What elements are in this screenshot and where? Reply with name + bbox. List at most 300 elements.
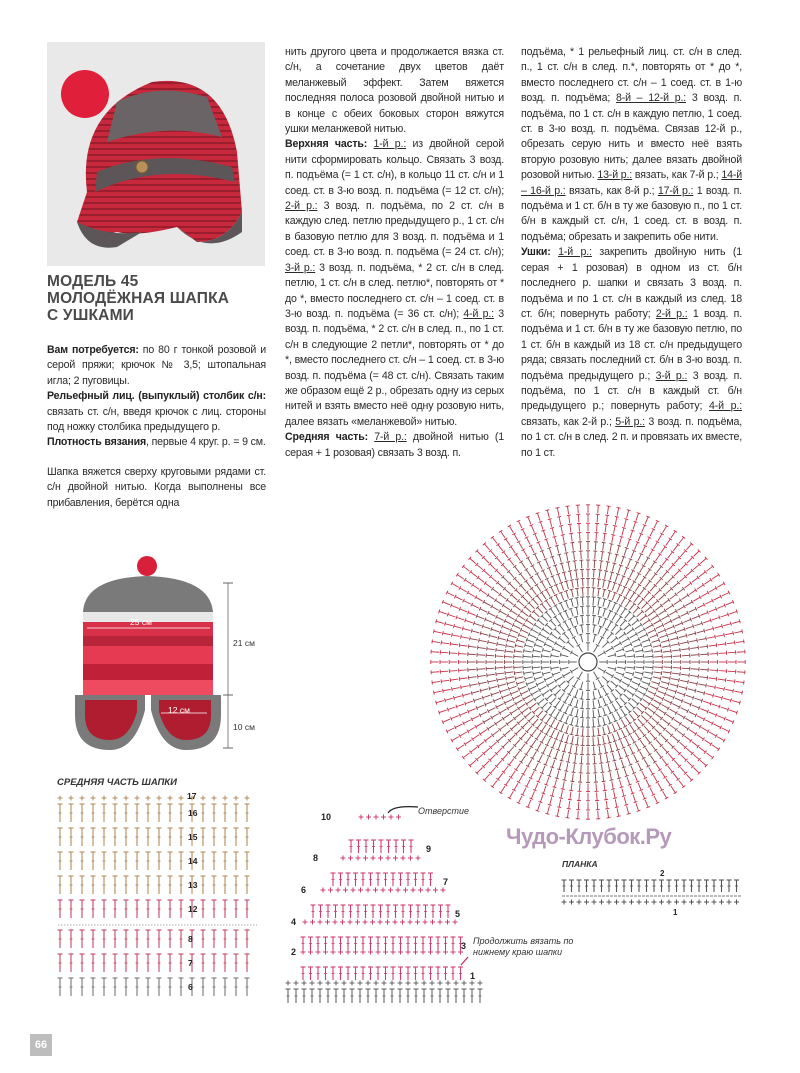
stitch-mark [478, 578, 484, 583]
stitch-mark [530, 703, 536, 708]
stitch-mark [670, 638, 678, 640]
stitch-mark [621, 609, 626, 616]
page-number: 66 [30, 1034, 52, 1056]
stitch-mark [481, 689, 489, 691]
stitch-mark [527, 592, 532, 598]
stitch-mark [604, 524, 608, 525]
model-title [47, 273, 277, 324]
stitch-mark [527, 620, 534, 625]
stitch-mark [523, 788, 527, 795]
stitch-mark [451, 633, 452, 637]
stitch-mark [568, 676, 574, 682]
stitch-mark [598, 811, 599, 819]
stitch-mark [447, 728, 454, 732]
stitch-mark [673, 773, 678, 779]
stitch-mark [561, 535, 565, 536]
stitch-mark [500, 689, 508, 692]
stitch-mark [434, 691, 442, 693]
stitch-mark [698, 675, 699, 679]
text-run: 1 возд. п. подъёма и 1 ст. б/н в ту же базовую петлю, по 1 ст. б/н в каждый из 18 ст. с/н предыдущего ряда; связать последний ст. б/н в 3-ю возд. п. подъёма предыдущего р.; [521, 307, 742, 382]
stitch-mark [570, 571, 572, 579]
stitch-mark [563, 648, 570, 652]
stitch-mark [608, 655, 616, 657]
stitch-mark [652, 601, 658, 606]
stitch-mark [700, 709, 707, 712]
stitch-mark [603, 708, 605, 716]
stitch-mark [617, 655, 625, 656]
stitch-mark [576, 570, 577, 578]
stitch-mark [565, 621, 569, 628]
stitch-mark [540, 686, 547, 690]
stitch-mark [703, 620, 711, 623]
stitch-mark [571, 727, 573, 735]
stitch-mark [664, 700, 671, 704]
stitch-mark [582, 728, 583, 736]
stitch-mark [603, 688, 607, 695]
stitch-mark [533, 719, 538, 725]
paragraph [521, 245, 742, 461]
stitch-mark [494, 623, 501, 626]
stitch-mark [668, 766, 673, 772]
stitch-mark [580, 533, 581, 541]
stitch-mark [521, 585, 526, 591]
stitch-mark [612, 734, 615, 742]
stitch-mark [622, 527, 626, 528]
stitch-mark [431, 672, 439, 673]
stitch-mark [687, 761, 693, 767]
stitch-mark [619, 565, 623, 566]
stitch-mark [488, 613, 495, 617]
stitch-mark [615, 554, 619, 555]
stitch-mark [617, 722, 620, 729]
stitch-mark [640, 623, 642, 626]
stitch-mark [496, 570, 502, 576]
stitch-mark [480, 712, 487, 716]
stitch-mark [555, 751, 558, 759]
row-number: 17 [187, 792, 197, 801]
stitch-mark [526, 748, 530, 755]
stitch-mark [560, 653, 561, 657]
stitch-mark [597, 726, 601, 727]
stitch-mark [559, 741, 563, 742]
stitch-mark [577, 598, 578, 606]
stitch-mark [717, 716, 724, 719]
stitch-mark [693, 597, 700, 601]
stitch-mark [521, 755, 525, 762]
stitch-mark [526, 638, 527, 642]
stitch-mark [697, 631, 705, 633]
stitch-mark [564, 771, 568, 772]
stitch-mark [497, 642, 498, 646]
stitch-mark [706, 566, 712, 571]
title-line: С УШКАМИ [47, 307, 135, 324]
stitch-mark [662, 559, 667, 565]
stitch-mark [644, 651, 652, 652]
stitch-mark [568, 642, 574, 648]
stitch-mark [479, 682, 487, 684]
stitch-mark [500, 611, 507, 615]
stitch-mark [515, 643, 516, 647]
stitch-mark [482, 624, 483, 628]
row-label: 7-й р.: [374, 431, 407, 444]
stitch-mark [508, 616, 515, 620]
stitch-mark [621, 709, 626, 716]
stitch-mark [477, 754, 483, 759]
stitch-mark [613, 525, 617, 526]
row-number: 13 [188, 880, 198, 890]
stitch-mark [561, 724, 564, 731]
stitch-mark [726, 602, 733, 605]
stitch-mark [484, 748, 490, 753]
stitch-mark [640, 566, 644, 573]
stitch-mark [680, 648, 681, 652]
stitch-mark [484, 570, 490, 575]
stitch-mark [509, 747, 514, 753]
stitch-mark [608, 735, 610, 743]
stitch-mark [615, 769, 619, 770]
stitch-mark [698, 639, 706, 641]
stitch-mark [497, 679, 505, 681]
stitch-mark [643, 620, 650, 625]
stitch-mark [671, 644, 679, 646]
stitch-mark [569, 629, 573, 636]
stitch-mark [468, 593, 475, 597]
stitch-mark [624, 797, 626, 805]
stitch-mark [533, 648, 534, 652]
stitch-mark [525, 677, 533, 679]
stitch-mark [625, 706, 630, 712]
stitch-mark [744, 639, 745, 643]
stitch-mark [617, 546, 619, 554]
stitch-mark [538, 542, 541, 549]
stitch-mark [635, 585, 639, 592]
stitch-mark [666, 539, 670, 546]
stitch-mark [603, 698, 606, 705]
stitch-mark [612, 583, 615, 591]
stitch-mark [670, 644, 671, 648]
stitch-mark [469, 677, 477, 678]
stitch-mark [686, 570, 692, 575]
stitch-mark [580, 625, 584, 626]
stitch-mark [692, 578, 698, 583]
stitch-mark [594, 747, 595, 755]
stitch-mark [597, 588, 601, 589]
stitch-mark [539, 562, 543, 569]
stitch-mark [514, 671, 515, 675]
stitch-mark [625, 601, 630, 608]
stitch-mark [565, 706, 568, 713]
stitch-mark [598, 617, 600, 625]
stitch-mark [614, 526, 616, 534]
stitch-mark [601, 551, 605, 552]
stitch-mark [575, 588, 579, 589]
stitch-mark [542, 667, 550, 668]
stitch-mark [602, 642, 608, 648]
stitch-mark [553, 565, 557, 566]
stitch-mark [709, 712, 716, 715]
stitch-mark [564, 581, 568, 582]
stitch-mark [661, 671, 662, 675]
stitch-mark [634, 755, 638, 762]
stitch-mark [593, 699, 597, 700]
stitch-mark [594, 756, 595, 764]
stitch-mark [564, 600, 568, 601]
stitch-mark [556, 573, 560, 574]
stitch-mark [443, 689, 451, 691]
stitch-mark [723, 624, 731, 626]
stitch-mark [603, 543, 604, 551]
stitch-mark [653, 542, 657, 549]
stitch-mark [460, 678, 468, 679]
stitch-mark [519, 542, 523, 549]
row-number: 8 [188, 934, 193, 944]
stitch-mark [569, 724, 573, 725]
stitch-mark [532, 629, 539, 633]
stitch-mark [662, 571, 667, 577]
stitch-mark [715, 685, 716, 689]
stitch-mark [479, 682, 480, 686]
stitch-mark [710, 702, 711, 706]
row-number: 9 [426, 844, 432, 854]
stitch-mark [556, 732, 559, 739]
stitch-mark [635, 542, 638, 549]
stitch-mark [728, 708, 729, 712]
stitch-mark [686, 774, 691, 780]
stitch-mark [656, 578, 661, 584]
stitch-mark [612, 724, 615, 731]
stitch-mark [675, 630, 676, 634]
stitch-mark [457, 575, 464, 579]
stitch-mark [705, 720, 712, 724]
stitch-mark [536, 733, 540, 740]
stitch-mark [683, 701, 690, 704]
stitch-mark [575, 755, 576, 763]
stitch-mark [478, 675, 486, 676]
stitch-mark [576, 617, 578, 625]
stitch-mark [532, 729, 537, 735]
stitch-mark [483, 557, 489, 563]
stitch-mark [576, 607, 578, 615]
stitch-mark [660, 686, 668, 689]
stitch-mark [567, 808, 571, 809]
stitch-mark [723, 698, 731, 700]
stitch-mark [473, 735, 480, 739]
stitch-mark [707, 686, 715, 688]
stitch-mark [610, 544, 612, 552]
stitch-mark [602, 781, 606, 782]
stitch-mark [539, 802, 543, 803]
text-run: связать ст. с/н, введя крючок с лиц. стороны под ножку столбика предыдущего р. [47, 405, 266, 434]
stitch-mark [689, 647, 690, 651]
section-heading: Верхняя часть: [285, 138, 368, 151]
stitch-mark [684, 583, 690, 588]
stitch-mark [503, 753, 508, 759]
stitch-mark [551, 686, 557, 691]
stitch-mark [486, 655, 494, 656]
stitch-mark [462, 627, 463, 631]
stitch-mark [736, 711, 737, 715]
stitch-mark [689, 609, 696, 613]
stitch-mark [492, 780, 497, 786]
stitch-mark [650, 643, 651, 647]
stitch-mark [506, 778, 510, 785]
stitch-mark [608, 611, 611, 618]
stitch-mark [470, 760, 476, 765]
stitch-mark [692, 742, 698, 747]
stitch-mark [542, 766, 545, 773]
stitch-mark [527, 682, 535, 685]
stitch-mark [550, 796, 554, 797]
stitch-mark [535, 625, 542, 630]
stitch-mark [497, 617, 504, 621]
stitch-mark [535, 677, 543, 679]
stitch-mark [739, 701, 740, 705]
stitch-mark [602, 676, 608, 682]
stitch-mark [716, 677, 717, 681]
stitch-mark [605, 792, 606, 800]
stitch-mark [630, 686, 637, 690]
stitch-mark [644, 759, 648, 766]
stitch-mark [511, 610, 518, 614]
stitch-mark [605, 808, 609, 809]
stitch-mark [451, 605, 458, 608]
stitch-mark [578, 802, 579, 810]
stitch-mark [654, 590, 660, 596]
stitch-mark [617, 545, 621, 546]
stitch-mark [517, 640, 525, 642]
stitch-mark [682, 655, 690, 656]
stitch-mark [577, 588, 578, 596]
stitch-mark [553, 758, 557, 759]
stitch-mark [620, 620, 625, 626]
stitch-mark [563, 781, 565, 789]
stitch-mark [543, 786, 546, 794]
stitch-mark [559, 762, 561, 770]
stitch-mark [575, 597, 579, 598]
stitch-mark [593, 728, 594, 736]
stitch-mark [525, 607, 531, 612]
stitch-mark [559, 525, 563, 526]
stitch-mark [594, 569, 595, 577]
stitch-mark [566, 716, 569, 724]
stitch-mark [528, 800, 531, 807]
stitch-mark [471, 572, 477, 577]
stitch-mark [636, 656, 644, 657]
stitch-mark [616, 617, 621, 623]
stitch-mark [551, 698, 556, 704]
stitch-mark [536, 810, 540, 811]
stitch-mark [537, 574, 541, 581]
stitch-mark [624, 677, 631, 680]
stitch-mark [634, 722, 639, 728]
stitch-mark [436, 619, 437, 623]
stitch-mark [701, 621, 702, 625]
stitch-mark [705, 693, 713, 695]
stitch-mark [607, 696, 611, 703]
stitch-mark [522, 708, 528, 713]
stitch-mark [645, 607, 651, 612]
stitch-mark [513, 625, 520, 629]
stitch-mark [555, 617, 560, 623]
stitch-mark [649, 638, 650, 642]
stitch-mark [599, 570, 600, 578]
continue-label: Продолжить вязать по нижнему краю шапки [473, 936, 574, 957]
stitch-mark [600, 755, 601, 763]
stitch-mark [562, 751, 566, 752]
stitch-mark [640, 751, 644, 758]
stitch-mark [551, 620, 556, 626]
stitch-mark [551, 709, 556, 716]
stitch-mark [642, 546, 646, 553]
stitch-mark [624, 519, 626, 527]
stitch-mark [603, 599, 605, 607]
stitch-mark [592, 708, 596, 709]
stitch-mark [488, 642, 496, 644]
stitch-mark [659, 724, 665, 729]
stitch-mark [581, 551, 582, 559]
stitch-mark [542, 735, 546, 742]
stitch-mark [545, 559, 548, 566]
stitch-mark [663, 600, 669, 605]
stitch-mark [663, 672, 671, 673]
row-number: 15 [188, 832, 198, 842]
stitch-mark [553, 536, 557, 537]
stitch-mark [614, 677, 621, 681]
stitch-mark [652, 649, 653, 653]
stitch-mark [608, 590, 612, 591]
stitch-mark [660, 643, 661, 647]
stitch-mark [460, 645, 468, 646]
stitch-mark [536, 512, 540, 513]
stitch-mark [627, 777, 630, 785]
stitch-mark [683, 619, 690, 622]
stitch-mark [593, 606, 594, 614]
stitch-mark [542, 616, 548, 622]
stitch-mark [734, 631, 742, 633]
stitch-mark [668, 552, 673, 558]
stitch-mark [511, 709, 518, 713]
stitch-mark [551, 730, 555, 737]
stitch-mark [620, 787, 624, 788]
stitch-mark [544, 784, 548, 785]
text-run: из двойной серой нити сформировать кольцо. Связать 3 возд. п. подъёма (= 1 ст. с/н), в кольцо 11 ст. с/н и 1 соед. ст. в 3-ю возд. п. подъёма (= 12 ст. с/н); [285, 138, 504, 197]
stitch-mark [661, 704, 668, 708]
stitch-mark [550, 797, 552, 805]
stitch-mark [524, 672, 532, 673]
stitch-mark [633, 672, 634, 676]
stitch-mark [644, 592, 649, 598]
stitch-mark [533, 707, 539, 712]
stitch-mark [650, 755, 654, 762]
stitch-mark [481, 633, 489, 635]
stitch-mark [482, 696, 483, 700]
stitch-mark [514, 714, 520, 719]
stitch-mark [637, 611, 643, 616]
stitch-mark [450, 642, 451, 646]
stitch-mark [619, 779, 621, 787]
stitch-mark [603, 734, 607, 735]
stitch-mark [651, 640, 659, 642]
stitch-mark [620, 576, 623, 583]
stitch-mark [556, 585, 559, 592]
stitch-mark [650, 562, 654, 569]
stitch-mark [646, 538, 650, 545]
stitch-mark [627, 757, 630, 764]
stitch-mark [488, 708, 495, 712]
stitch-mark [619, 758, 623, 759]
stitch-mark [642, 682, 650, 685]
row-label: 1-й р.: [558, 246, 592, 259]
